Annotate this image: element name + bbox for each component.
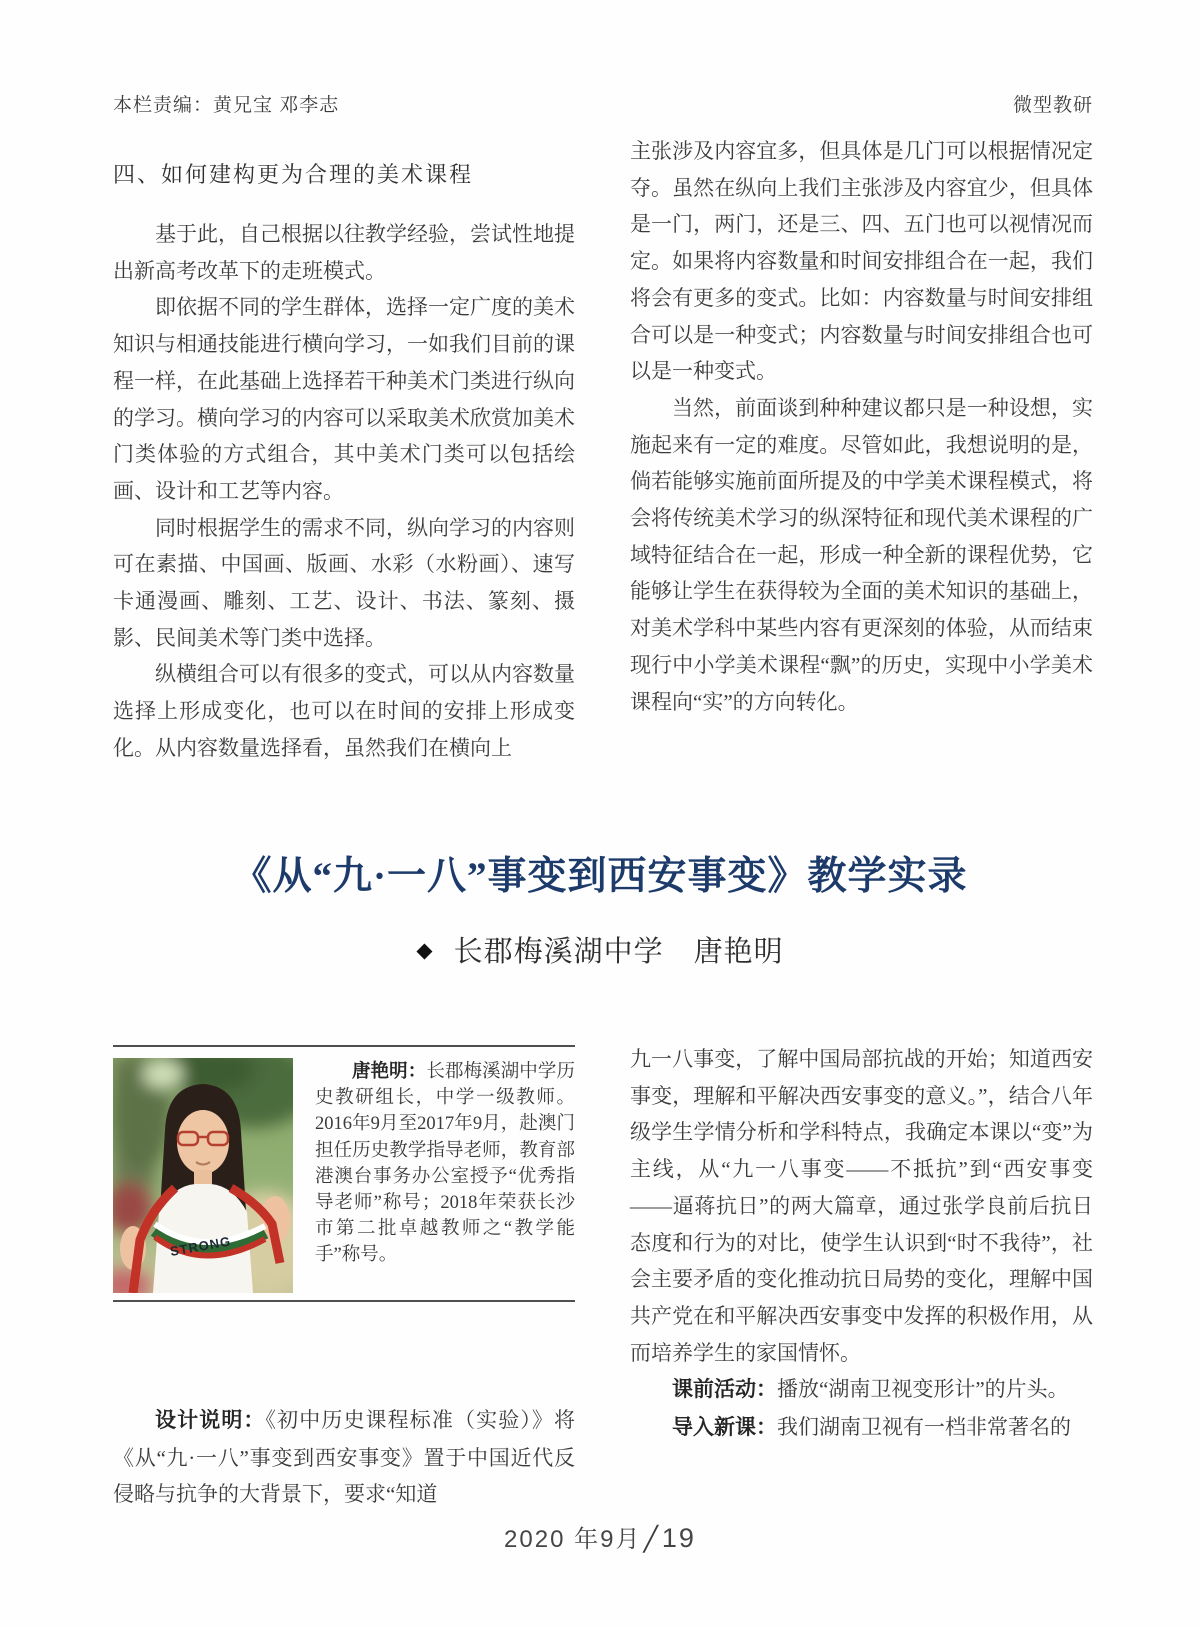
article2-right-column [630, 1041, 1093, 1447]
column-title: 微型教研 [1012, 95, 1093, 116]
slash-separator: ╱ [643, 1526, 660, 1553]
article1-left-column [113, 158, 575, 767]
author-name: 唐艳明： [352, 1060, 427, 1081]
pre-class-activity-text: 播放“湖南卫视变形计”的片头。 [777, 1377, 1069, 1402]
author-bio-text [315, 1058, 575, 1293]
page-header [113, 90, 1093, 117]
author-bio-body: 长郡梅溪湖中学历史教研组长，中学一级教师。2016年9月至2017年9月，赴澳门担任历史教学指导老师，教育部港澳台事务办公室授予“优秀指导老师”称号；2018年荣获长沙市第二批卓越教师之“教学能手”称号。 [315, 1062, 575, 1266]
paragraph: 基于此，自己根据以往教学经验，尝试性地提出新高考改革下的走班模式。 [113, 222, 575, 283]
section-heading: 四、如何建构更为合理的美术课程 [113, 162, 474, 187]
lesson-intro-text: 我们湖南卫视有一档非常著名的 [777, 1415, 1071, 1440]
paragraph: 同时根据学生的需求不同，纵向学习的内容则可在素描、中国画、版画、水彩（水粉画）、速写卡通漫画、雕刻、工艺、设计、书法、篆刻、摄影、民间美术等门类中选择。 [113, 515, 575, 650]
design-note-paragraph [113, 1402, 575, 1513]
shirt-text: STRONG [168, 1233, 233, 1259]
diamond-bullet-icon: ◆ [416, 938, 434, 962]
column-editor-credit: 本栏责编：黄兄宝 邓李志 [113, 95, 340, 116]
author-portrait-photo [113, 1058, 293, 1293]
article2-byline [0, 929, 1200, 970]
lesson-intro-label: 导入新课： [672, 1416, 777, 1440]
design-note-text: 《初中历史课程标准（实验）》将《从“九·一八”事变到西安事变》置于中国近代反侵略与抗争的大背景下，要求“知道 [113, 1408, 576, 1507]
design-note-label: 设计说明： [155, 1409, 266, 1432]
article1-right-column [630, 133, 1093, 720]
issue-date: 2020 年9月 [504, 1526, 642, 1553]
page-number: 19 [661, 1523, 696, 1553]
pre-class-activity-paragraph [630, 1371, 1093, 1409]
page-footer [0, 1519, 1200, 1554]
paragraph-continuation: 主张涉及内容宜多，但具体是几门可以根据情况定夺。虽然在纵向上我们主张涉及内容宜少，但具体是一门，两门，还是三、四、五门也可以视情况而定。如果将内容数量和时间安排组合在一起，我们将会有更多的变式。比如：内容数量与时间安排组合可以是一种变式；内容数量与时间安排组合也可以是一种变式。 [630, 139, 1093, 384]
article1-left-body [113, 216, 575, 767]
paragraph: 纵横组合可以有很多的变式，可以从内容数量选择上形成变化，也可以在时间的安排上形成变化。从内容数量选择看，虽然我们在横向上 [113, 662, 575, 760]
byline-text: 长郡梅溪湖中学 唐艳明 [453, 936, 784, 968]
paragraph: 当然，前面谈到种种建议都只是一种设想，实施起来有一定的难度。尽管如此，我想说明的是，倘若能够实施前面所提及的中学美术课程模式，将会将传统美术学习的纵深特征和现代美术课程的广域特征结合在一起，形成一种全新的课程优势，它能够让学生在获得较为全面的美术知识的基础上，对美术学科中某些内容有更深刻的体验，从而结束现行中小学美术课程“飘”的历史，实现中小学美术课程向“实”的方向转化。 [630, 395, 1093, 714]
paragraph: 即依据不同的学生群体，选择一定广度的美术知识与相通技能进行横向学习，一如我们目前的课程一样，在此基础上选择若干种美术门类进行纵向的学习。横向学习的内容可以采取美术欣赏加美术门类体验的方式组合，其中美术门类可以包括绘画、设计和工艺等内容。 [113, 295, 575, 503]
bio-inner [113, 1058, 575, 1293]
paragraph-continuation: 九一八事变，了解中国局部抗战的开始；知道西安事变，理解和平解决西安事变的意义。”，结合八年级学生学情分析和学科特点，我确定本课以“变”为主线，从“九一八事变——不抵抗”到“西安事变——逼蒋抗日”的两大篇章，通过张学良前后抗日态度和行为的对比，使学生认识到“时不我待”，社会主要矛盾的变化推动抗日局势的变化，理解中国共产党在和平解决西安事变中发挥的积极作用，从而培养学生的家国情怀。 [630, 1047, 1093, 1365]
design-note [113, 1402, 575, 1513]
author-bio-box [113, 1045, 575, 1302]
pre-class-activity-label: 课前活动： [672, 1378, 777, 1402]
article2-title: 《从“九·一八”事变到西安事变》教学实录 [232, 855, 968, 898]
lesson-intro-paragraph [630, 1409, 1093, 1447]
